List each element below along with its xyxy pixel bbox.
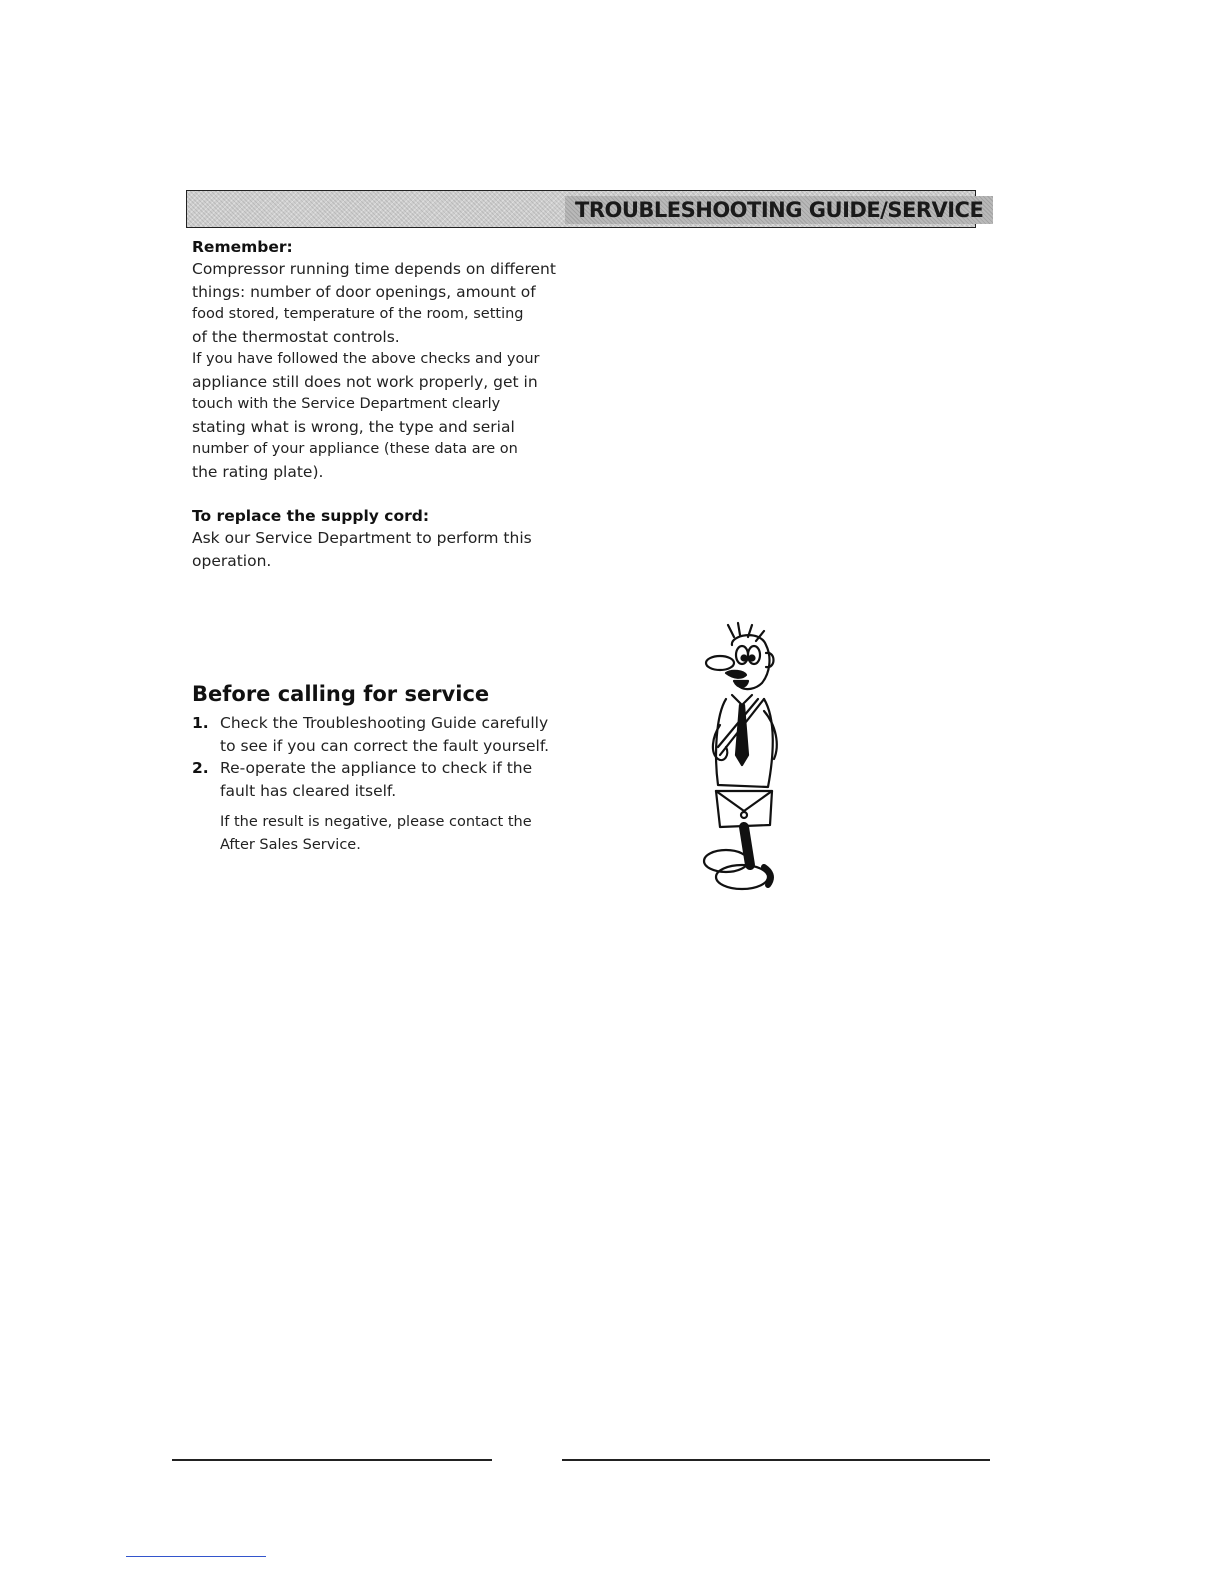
step-line: fault has cleared itself. <box>220 781 397 800</box>
remember-line: stating what is wrong, the type and serial <box>192 417 515 436</box>
note-line: If the result is negative, please contact the <box>220 814 532 830</box>
service-step <box>192 757 552 802</box>
footer-rule-right <box>562 1459 990 1461</box>
banner-title: TROUBLESHOOTING GUIDE/SERVICE <box>565 196 993 224</box>
service-step <box>192 712 552 757</box>
supply-cord-section <box>192 505 562 572</box>
step-number: 1. <box>192 714 209 732</box>
remember-section <box>192 236 562 483</box>
remember-line: food stored, temperature of the room, setting <box>192 306 524 322</box>
before-service-title: Before calling for service <box>192 682 490 706</box>
remember-line: If you have followed the above checks and your <box>192 351 540 367</box>
note-line: After Sales Service. <box>220 836 361 853</box>
step-line: Re-operate the appliance to check if the <box>220 759 533 777</box>
supply-cord-line: Ask our Service Department to perform this <box>192 529 532 547</box>
remember-line: number of your appliance (these data are on <box>192 441 518 457</box>
remember-line: the rating plate). <box>192 462 324 481</box>
service-man-illustration-icon <box>690 615 800 905</box>
step-line: to see if you can correct the fault yourself. <box>220 736 550 755</box>
remember-line: appliance still does not work properly, get in <box>192 372 538 391</box>
step-line: Check the Troubleshooting Guide carefully <box>220 714 549 732</box>
step-number: 2. <box>192 759 209 777</box>
service-note <box>220 811 550 856</box>
footer-link-underline <box>126 1556 266 1557</box>
section-banner <box>186 190 984 228</box>
remember-line: things: number of door openings, amount of <box>192 282 536 301</box>
supply-cord-heading: To replace the supply cord: <box>192 507 430 525</box>
remember-line: Compressor running time depends on different <box>192 260 556 278</box>
remember-heading: Remember: <box>192 238 293 256</box>
supply-cord-line: operation. <box>192 551 272 570</box>
footer-rule-left <box>172 1459 492 1461</box>
remember-line: of the thermostat controls. <box>192 327 400 346</box>
service-steps-list <box>192 712 552 802</box>
remember-line: touch with the Service Department clearly <box>192 396 501 412</box>
